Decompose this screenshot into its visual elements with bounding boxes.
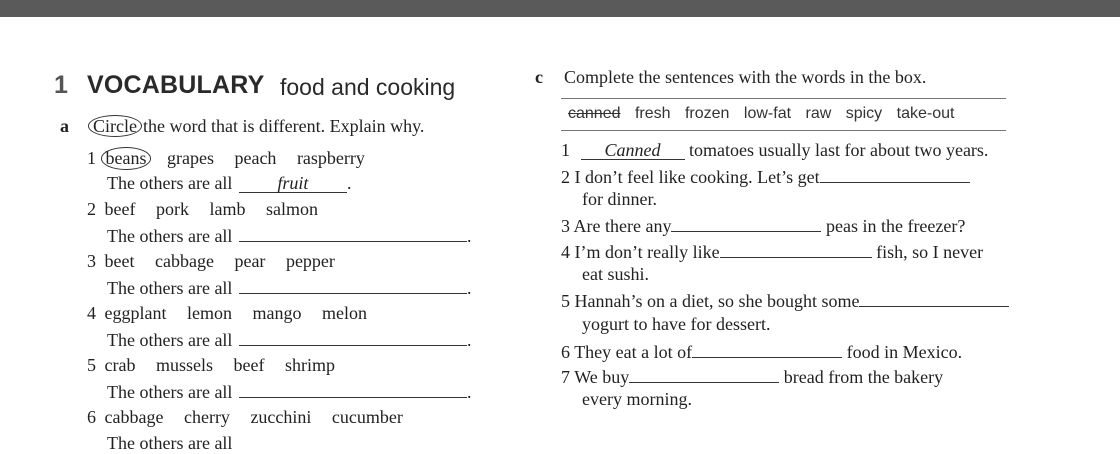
answer-blank[interactable] <box>820 166 970 183</box>
word: lamb <box>209 199 246 219</box>
sentence-text: I’m don’t really like <box>574 242 720 262</box>
word: cabbage <box>154 251 214 271</box>
word-row <box>87 355 335 376</box>
prompt-text: The others are all <box>107 173 233 193</box>
sentence-text: peas in the freezer? <box>825 216 966 236</box>
item-number: 2 <box>87 199 96 219</box>
instruction-text: Complete the sentences with the words in the box. <box>564 67 927 87</box>
answer-blank[interactable] <box>720 241 872 258</box>
item-number: 1 <box>87 148 96 168</box>
word: peach <box>234 148 277 168</box>
section-title: VOCABULARY <box>87 71 265 99</box>
sentence <box>561 366 943 388</box>
answer-blank[interactable] <box>859 290 1009 307</box>
box-word: low-fat <box>743 105 792 122</box>
answer-blank[interactable] <box>629 366 779 383</box>
instruction-text: the word that is different. Explain why. <box>142 116 425 136</box>
word: zucchini <box>250 407 312 427</box>
answer-row: The others are all . <box>107 278 472 298</box>
answer-row: The others are all . <box>107 226 472 246</box>
box-word: raw <box>805 105 832 122</box>
part-letter: c <box>535 67 543 87</box>
item-number: 1 <box>561 140 570 160</box>
prompt-text: The others are all <box>107 330 233 350</box>
word: pepper <box>285 251 335 271</box>
answer-blank[interactable] <box>239 225 467 242</box>
word: crab <box>104 355 136 375</box>
item-number: 5 <box>87 355 96 375</box>
sentence <box>561 215 965 237</box>
sentence-continuation: eat sushi. <box>582 264 649 284</box>
top-bar <box>0 0 1120 17</box>
word: lemon <box>186 303 232 323</box>
word-box <box>568 105 954 123</box>
word-row <box>87 407 403 428</box>
sentence-text: Are there any <box>573 216 672 236</box>
part-c-instruction <box>535 67 926 88</box>
item-number: 5 <box>561 291 570 311</box>
word: beef <box>104 199 136 219</box>
item-number: 7 <box>561 367 570 387</box>
word-row <box>87 251 335 272</box>
item-number: 2 <box>561 167 570 187</box>
sentence-continuation: yogurt to have for dessert. <box>582 314 771 334</box>
word: mussels <box>155 355 213 375</box>
word: cucumber <box>331 407 403 427</box>
answer-blank[interactable] <box>239 381 467 398</box>
section-number: 1 <box>54 71 68 99</box>
sentence-text: fish, so I never <box>876 242 984 262</box>
answer-field[interactable]: fruit <box>239 174 347 193</box>
item-number: 4 <box>561 242 570 262</box>
sentence-text: I don’t feel like cooking. Let’s get <box>574 167 820 187</box>
sentence <box>561 341 962 363</box>
answer-blank[interactable] <box>239 277 467 294</box>
prompt-text: The others are all <box>107 382 233 402</box>
sentence <box>561 140 988 161</box>
sentence <box>561 166 970 188</box>
item-number: 4 <box>87 303 96 323</box>
word-row <box>87 147 365 170</box>
word: grapes <box>166 148 214 168</box>
sentence-continuation: for dinner. <box>582 189 657 209</box>
answer-row: The others are all fruit . <box>107 173 352 193</box>
part-letter: a <box>60 116 69 136</box>
item-number: 6 <box>561 342 570 362</box>
word: pork <box>155 199 189 219</box>
sentence-text: tomatoes usually last for about two years. <box>689 140 989 160</box>
word: raspberry <box>296 148 365 168</box>
word-row <box>87 303 367 324</box>
word: beef <box>233 355 265 375</box>
answer-row: The others are all . <box>107 330 472 350</box>
answer-blank[interactable] <box>239 329 467 346</box>
box-word: spicy <box>845 105 883 122</box>
answer-field[interactable]: Canned <box>581 141 685 160</box>
circle-word: Circle <box>88 115 142 137</box>
box-top-rule <box>561 98 1006 99</box>
prompt-text: The others are all <box>107 278 233 298</box>
word-row <box>87 199 318 220</box>
sentence-text: We buy <box>574 367 630 387</box>
box-word: take-out <box>896 105 955 122</box>
sentence-text: food in Mexico. <box>846 342 963 362</box>
answer-blank[interactable] <box>692 341 842 358</box>
sentence <box>561 290 1009 312</box>
box-word-used: canned <box>568 105 621 122</box>
word: eggplant <box>104 303 167 323</box>
prompt-text: The others are all <box>107 433 233 453</box>
sentence-continuation: every morning. <box>582 389 692 409</box>
part-a-instruction <box>60 116 424 137</box>
word: pear <box>234 251 266 271</box>
answer-row: The others are all . <box>107 382 472 402</box>
word: beet <box>104 251 135 271</box>
item-number: 3 <box>561 216 570 236</box>
box-word: frozen <box>684 105 730 122</box>
sentence-text: bread from the bakery <box>783 367 944 387</box>
word: mango <box>252 303 302 323</box>
box-word: fresh <box>634 105 671 122</box>
section-subtitle: food and cooking <box>280 74 456 100</box>
box-bottom-rule <box>561 130 1006 131</box>
prompt-text: The others are all <box>107 226 233 246</box>
word: shrimp <box>284 355 335 375</box>
word: melon <box>321 303 367 323</box>
word: cherry <box>183 407 230 427</box>
sentence-text: They eat a lot of <box>574 342 693 362</box>
item-number: 3 <box>87 251 96 271</box>
item-number: 6 <box>87 407 96 427</box>
sentence <box>561 241 983 263</box>
circled-word: beans <box>101 147 152 170</box>
answer-blank[interactable] <box>671 215 821 232</box>
word: cabbage <box>104 407 164 427</box>
sentence-text: Hannah’s on a diet, so she bought some <box>574 291 860 311</box>
word: salmon <box>265 199 318 219</box>
